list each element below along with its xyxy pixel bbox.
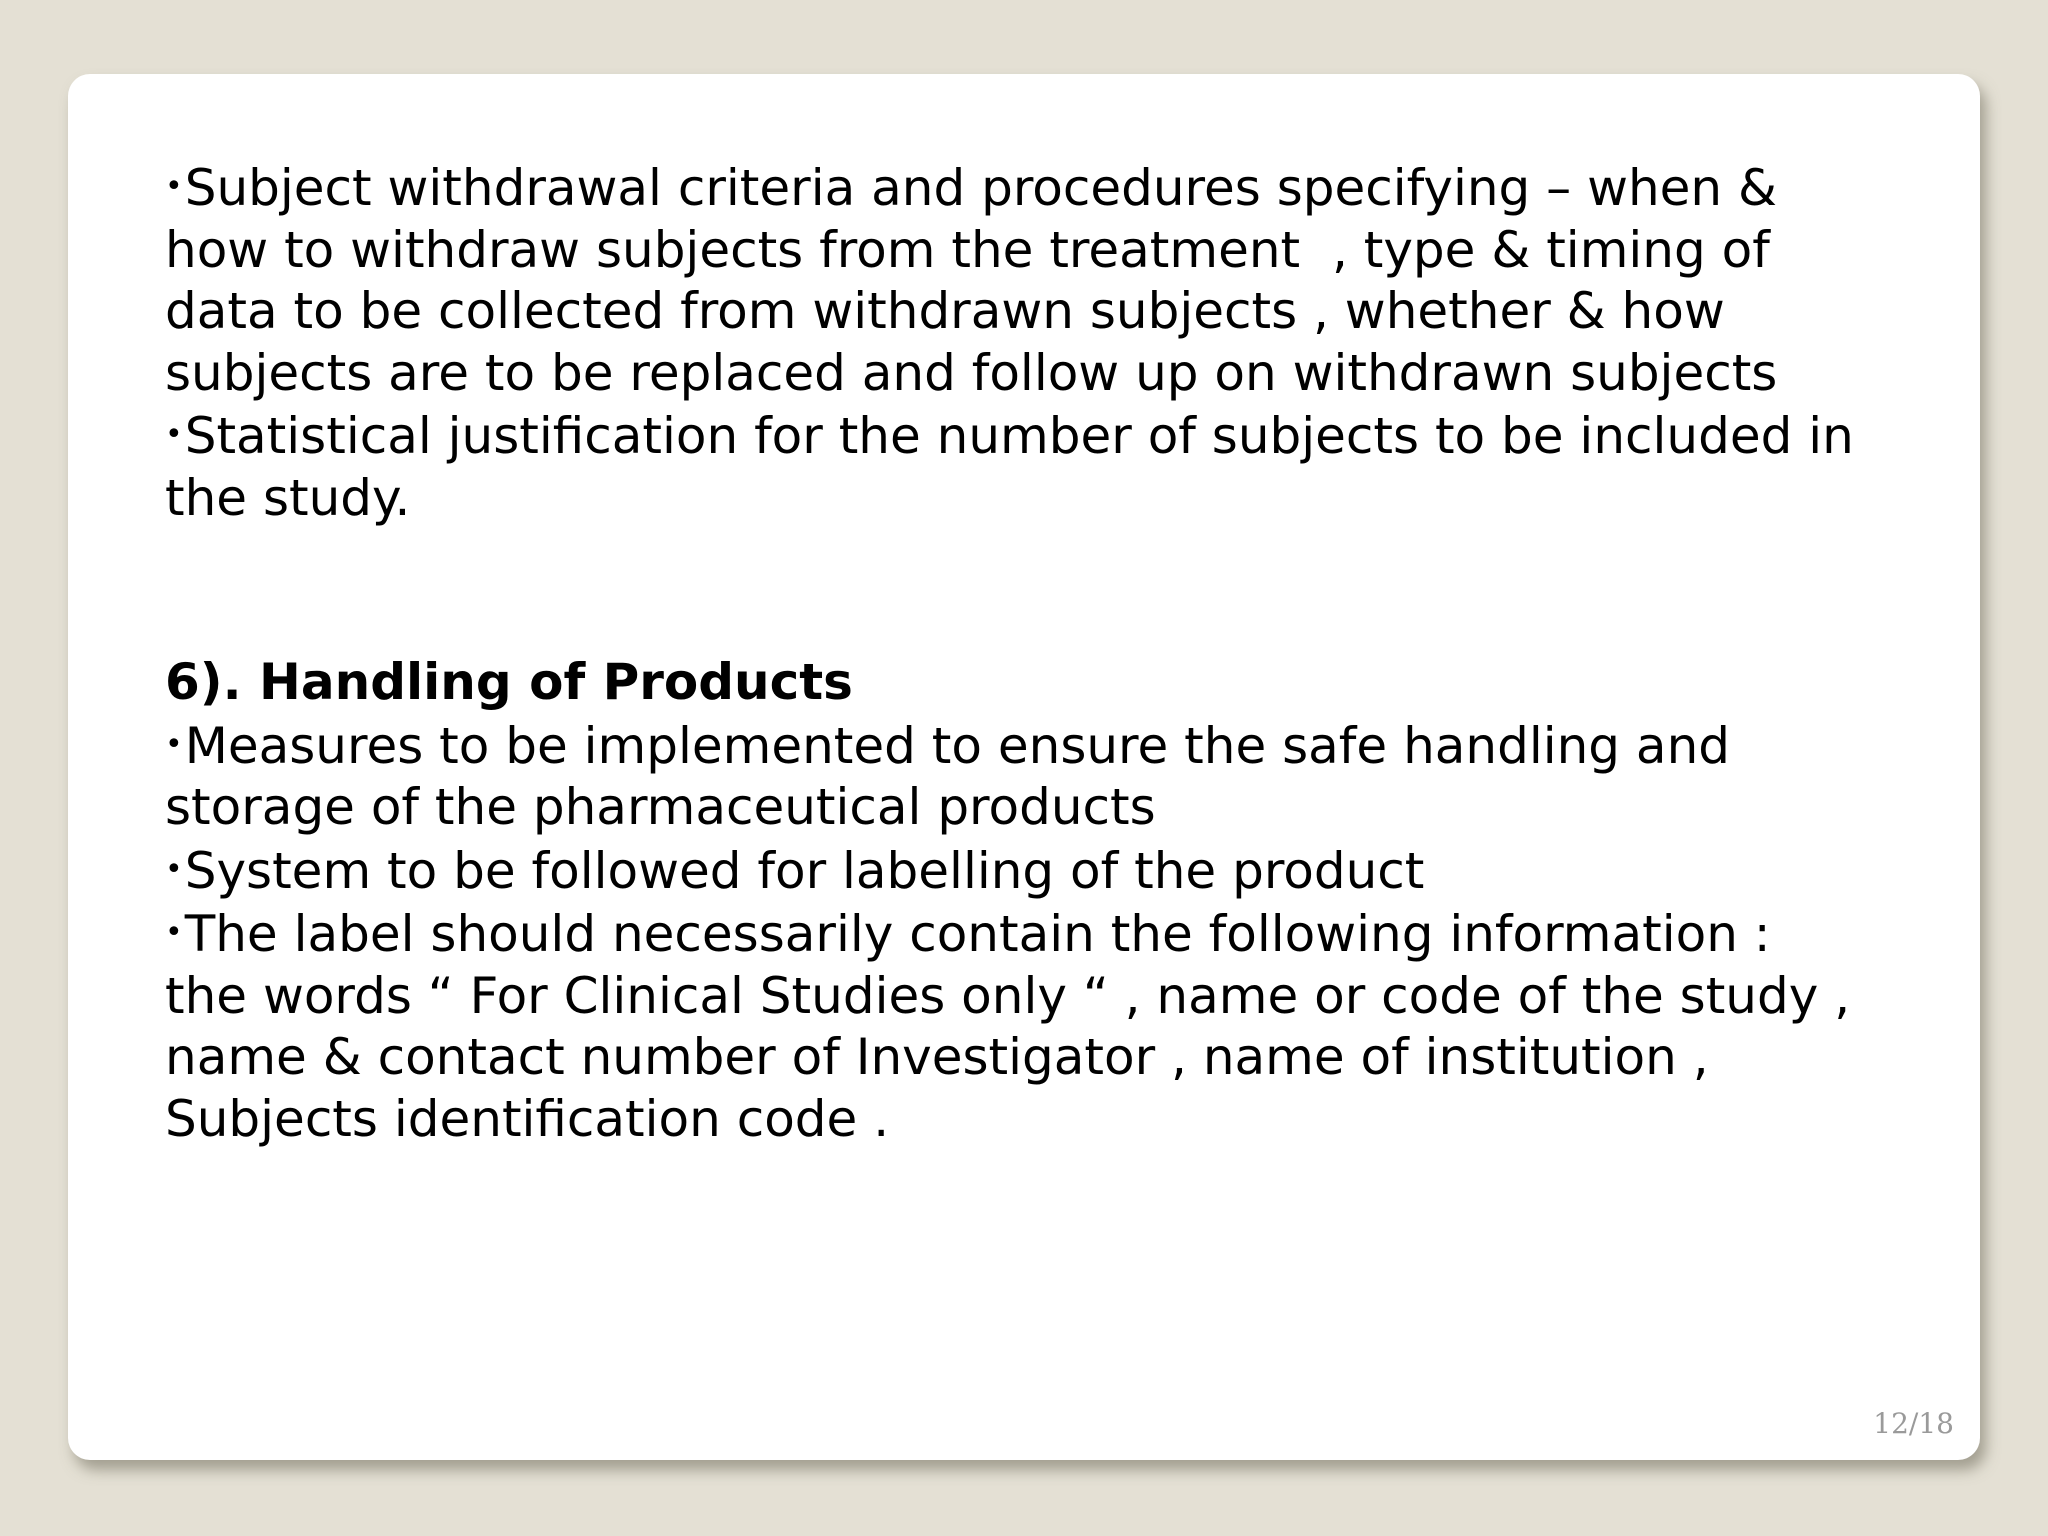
spacer (165, 529, 1955, 652)
bullet-icon: • (165, 851, 183, 887)
bullet-labelling-system (165, 839, 1955, 903)
bullet-icon: • (165, 169, 183, 204)
bullet-statistical-justification (165, 404, 1955, 529)
text-line: data to be collected from withdrawn subjects , whether & how (165, 282, 1725, 340)
text-line: how to withdraw subjects from the treatment , type & timing of (165, 220, 1770, 279)
text-line: Subjects identification code . (165, 1089, 890, 1148)
text-line: Measures to be implemented to ensure the safe handling and (184, 716, 1730, 775)
slide (68, 74, 1980, 1460)
bullet-safe-handling (165, 714, 1955, 839)
text-line: the words “ For Clinical Studies only “ , name or code of the study , (165, 966, 1851, 1025)
text-line: storage of the pharmaceutical products (165, 778, 1156, 836)
page-number: 12/18 (1873, 1407, 1954, 1440)
text-line: The label should necessarily contain the following information : (184, 905, 1771, 963)
bullet-icon: • (165, 915, 183, 950)
text-line: subjects are to be replaced and follow up on withdrawn subjects (165, 343, 1778, 402)
bullet-label-information (165, 902, 1955, 1150)
bullet-icon: • (165, 417, 183, 452)
slide-content (165, 156, 1955, 1150)
bullet-icon: • (165, 726, 183, 762)
section-heading: 6). Handling of Products (165, 653, 853, 711)
text-line: System to be followed for labelling of the product (184, 841, 1425, 900)
text-line: the study. (165, 468, 411, 527)
text-line: Subject withdrawal criteria and procedures specifying – when & (184, 159, 1777, 217)
text-line: Statistical justification for the number of subjects to be included in (184, 407, 1854, 465)
text-line: name & contact number of Investigator , name of institution , (165, 1028, 1709, 1086)
bullet-withdrawal-criteria (165, 156, 1955, 404)
